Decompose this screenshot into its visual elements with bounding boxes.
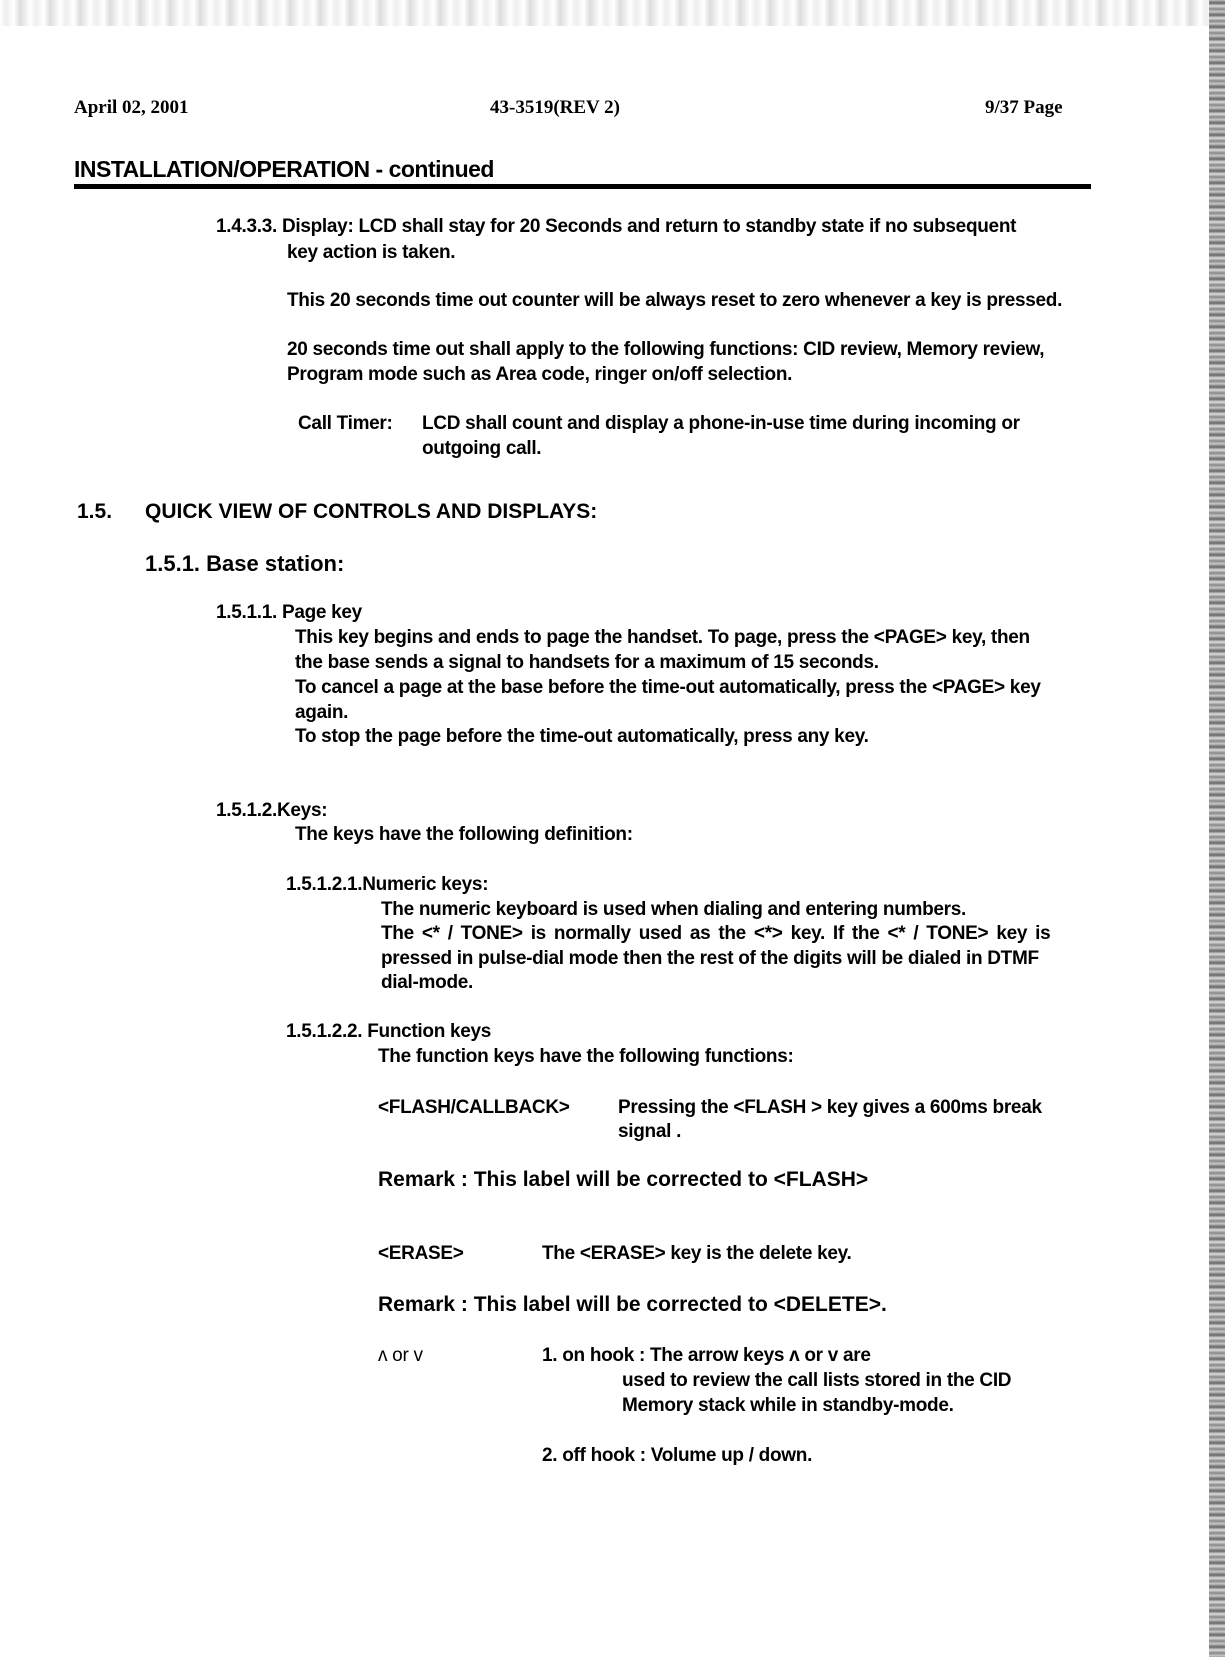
flash-key-label: <FLASH/CALLBACK> [378,1097,570,1118]
page-title: INSTALLATION/OPERATION - continued [74,156,494,182]
call-timer-label: Call Timer: [298,413,393,434]
s1433-p3-line1: 20 seconds time out shall apply to the following functions: CID review, Memory review, [287,339,1045,360]
s15121-line4: dial-mode. [381,972,474,993]
flash-key-desc2: signal . [618,1121,682,1142]
remark-delete: Remark : This label will be corrected to <DELETE>. [378,1293,887,1316]
s1511-heading: 1.5.1.1. Page key [216,602,362,623]
s1511-line4: again. [295,702,349,723]
s15121-heading: 1.5.1.2.1.Numeric keys: [286,874,489,895]
s15121-line1: The numeric keyboard is used when dialing and entering numbers. [381,899,967,920]
flash-key-desc1: Pressing the <FLASH > key gives a 600ms break [618,1097,1042,1118]
call-timer-line2: outgoing call. [422,438,542,459]
title-rule [74,184,1091,189]
section-1-5-number: 1.5. [77,500,113,523]
s1433-line1: 1.4.3.3. Display: LCD shall stay for 20 Seconds and return to standby state if no subsequent [216,216,1017,237]
s1511-line2: the base sends a signal to handsets for a maximum of 15 seconds. [295,652,879,673]
s1512-heading: 1.5.1.2.Keys: [216,800,328,821]
arrow-key-desc4: 2. off hook : Volume up / down. [542,1445,813,1466]
s1512-line1: The keys have the following definition: [295,824,633,845]
header-doc-number: 43-3519(REV 2) [490,97,621,118]
call-timer-line1: LCD shall count and display a phone-in-use time during incoming or [422,413,1020,434]
scan-noise-top [0,0,1225,26]
s1433-p3-line2: Program mode such as Area code, ringer on/off selection. [287,364,793,385]
erase-key-desc: The <ERASE> key is the delete key. [542,1243,852,1264]
erase-key-label: <ERASE> [378,1243,464,1264]
s15121-line3: pressed in pulse-dial mode then the rest of the digits will be dialed in DTMF [381,948,1039,969]
s1511-line1: This key begins and ends to page the handset. To page, press the <PAGE> key, then [295,627,1030,648]
s1433-p2: This 20 seconds time out counter will be always reset to zero whenever a key is pressed. [287,290,1063,311]
s1511-line3: To cancel a page at the base before the time-out automatically, press the <PAGE> key [295,677,1041,698]
remark-flash: Remark : This label will be corrected to <FLASH> [378,1168,869,1191]
scan-edge-right [1209,0,1225,1657]
arrow-key-desc1: 1. on hook : The arrow keys ʌ or v are [542,1345,871,1366]
section-1-5-title: QUICK VIEW OF CONTROLS AND DISPLAYS: [145,500,598,523]
s15121-line2: The <* / TONE> is normally used as the <*> key. If the <* / TONE> key is [381,923,1051,944]
header-page-number: 9/37 Page [985,97,1063,118]
section-1-5-1-heading: 1.5.1. Base station: [145,551,345,576]
s15122-line1: The function keys have the following functions: [378,1046,794,1067]
arrow-key-desc2: used to review the call lists stored in the CID [622,1370,1012,1391]
s1511-line5: To stop the page before the time-out automatically, press any key. [295,726,869,747]
s15122-heading: 1.5.1.2.2. Function keys [286,1021,492,1042]
header-date: April 02, 2001 [74,97,189,118]
arrow-key-label: ʌ or v [378,1345,423,1366]
arrow-key-desc3: Memory stack while in standby-mode. [622,1395,954,1416]
s1433-line2: key action is taken. [287,242,456,263]
